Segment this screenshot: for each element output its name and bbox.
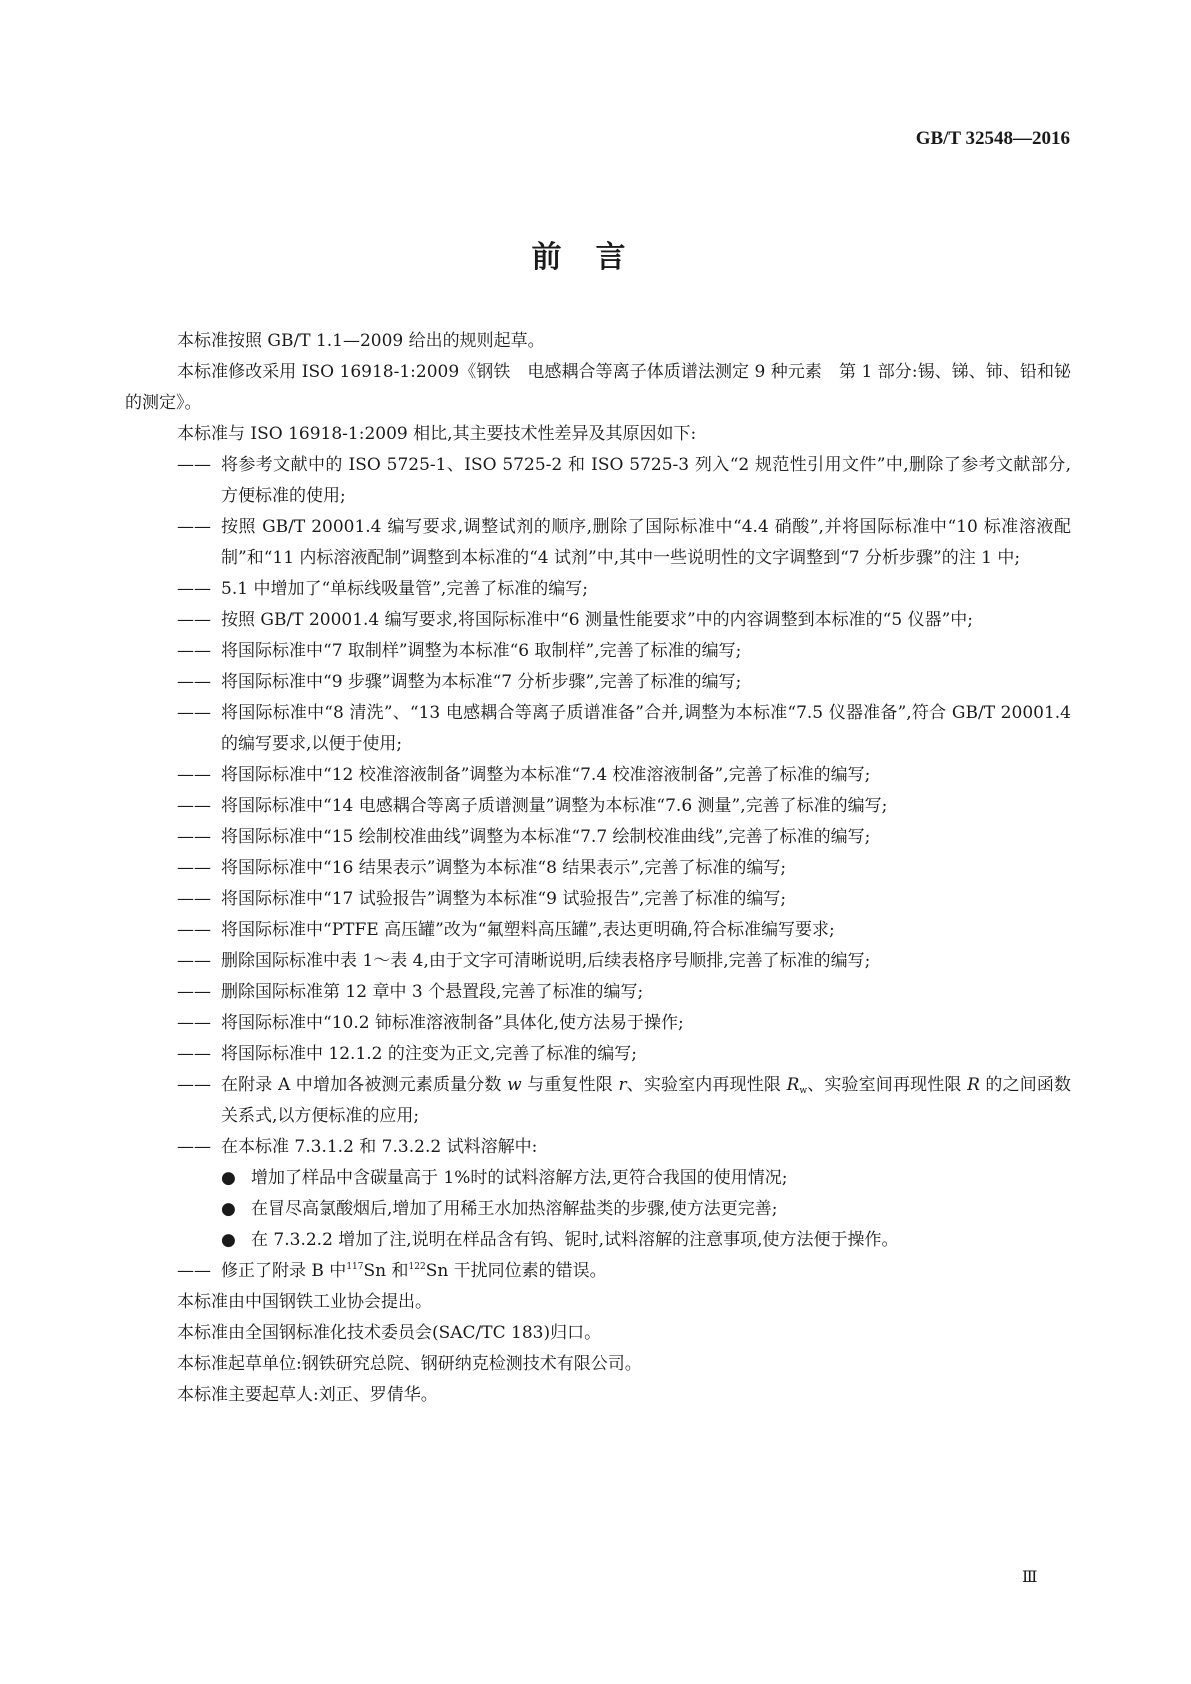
paragraph-administered-by: 本标准由全国钢标准化技术委员会(SAC/TC 183)归口。 xyxy=(177,1323,602,1343)
list-item xyxy=(125,450,1071,512)
list-item-text: 在本标准 7.3.1.2 和 7.3.2.2 试料溶解中: xyxy=(221,1137,538,1157)
list-item-text: 将国际标准中“16 结果表示”调整为本标准“8 结果表示”,完善了标准的编写; xyxy=(221,858,787,878)
list-item-text: 将国际标准中“17 试验报告”调整为本标准“9 试验报告”,完善了标准的编写; xyxy=(221,889,787,909)
list-item xyxy=(125,822,1071,853)
symbol-rw-subscript: w xyxy=(799,1086,808,1096)
text-run: 与重复性限 xyxy=(521,1075,619,1095)
paragraph-drafters: 本标准主要起草人:刘正、罗倩华。 xyxy=(177,1385,438,1405)
dash-mark: —— xyxy=(177,796,211,816)
symbol-r: r xyxy=(618,1075,627,1095)
list-item-text: 将国际标准中“9 步骤”调整为本标准“7 分析步骤”,完善了标准的编写; xyxy=(221,672,742,692)
dash-mark: —— xyxy=(177,982,211,1002)
list-item-text: 删除国际标准第 12 章中 3 个悬置段,完善了标准的编写; xyxy=(221,982,644,1002)
paragraph-drafting-units: 本标准起草单位:钢铁研究总院、钢研纳克检测技术有限公司。 xyxy=(177,1354,642,1374)
text-run: 、实验室间再现性限 xyxy=(807,1075,968,1095)
list-item xyxy=(125,884,1071,915)
list-item-text: 将国际标准中“10.2 铈标准溶液制备”具体化,使方法易于操作; xyxy=(221,1013,684,1033)
paragraph-proposed-by: 本标准由中国钢铁工业协会提出。 xyxy=(177,1292,432,1312)
list-item xyxy=(125,946,1071,977)
bullet-icon: ● xyxy=(221,1199,236,1219)
dash-mark: —— xyxy=(177,672,211,692)
list-item-text: 删除国际标准中表 1～表 4,由于文字可清晰说明,后续表格序号顺排,完善了标准的编写; xyxy=(221,951,871,971)
text-run: 的之间函数关系式,以方便标准的应用; xyxy=(221,1075,1072,1126)
bullet-icon: ● xyxy=(221,1168,236,1188)
list-item xyxy=(125,1132,1071,1163)
text-run: Sn 和 xyxy=(363,1261,409,1281)
paragraph-drafting-rules: 本标准按照 GB/T 1.1—2009 给出的规则起草。 xyxy=(177,331,545,351)
list-item-text: 将国际标准中“PTFE 高压罐”改为“氟塑料高压罐”,表达更明确,符合标准编写要求; xyxy=(221,920,835,940)
symbol-rw: R xyxy=(786,1075,800,1095)
list-item-text: 将国际标准中“14 电感耦合等离子质谱测量”调整为本标准“7.6 测量”,完善了标准的编写; xyxy=(221,796,888,816)
bullet-text: 增加了样品中含碳量高于 1%时的试料溶解方法,更符合我国的使用情况; xyxy=(251,1168,788,1188)
dash-mark: —— xyxy=(177,579,211,599)
dash-mark: —— xyxy=(177,889,211,909)
list-item xyxy=(125,1070,1071,1132)
list-item-text: 将国际标准中“8 清洗”、“13 电感耦合等离子质谱准备”合并,调整为本标准“7.5 仪器准备”,符合 GB/T 20001.4 的编写要求,以便于使用; xyxy=(221,703,1071,754)
list-item-text: 将国际标准中“15 绘制校准曲线”调整为本标准“7.7 绘制校准曲线”,完善了标准的编写; xyxy=(221,827,871,847)
paragraph-adoption: 本标准修改采用 ISO 16918-1:2009《钢铁 电感耦合等离子体质谱法测定 9 种元素 第 1 部分:锡、锑、铈、铅和铋的测定》。 xyxy=(125,362,1071,413)
list-item xyxy=(125,574,1071,605)
list-item xyxy=(125,1039,1071,1070)
list-item xyxy=(125,1256,1071,1287)
dash-mark: —— xyxy=(177,517,211,537)
symbol-w: w xyxy=(507,1075,522,1095)
bullet-text: 在 7.3.2.2 增加了注,说明在样品含有钨、铌时,试料溶解的注意事项,使方法便于操作。 xyxy=(251,1230,899,1250)
list-item xyxy=(125,1008,1071,1039)
text-run: 在附录 A 中增加各被测元素质量分数 xyxy=(221,1075,508,1095)
list-item xyxy=(125,698,1071,760)
bullet-item xyxy=(125,1163,1071,1194)
list-item xyxy=(125,605,1071,636)
page-number: Ⅲ xyxy=(1022,1569,1038,1586)
bullet-item xyxy=(125,1225,1071,1256)
list-item xyxy=(125,667,1071,698)
bullet-text: 在冒尽高氯酸烟后,增加了用稀王水加热溶解盐类的步骤,使方法更完善; xyxy=(251,1199,778,1219)
list-item-text xyxy=(221,1075,1071,1126)
symbol-r-capital: R xyxy=(967,1075,980,1095)
dash-mark: —— xyxy=(177,1261,211,1281)
list-item-text: 5.1 中增加了“单标线吸量管”,完善了标准的编写; xyxy=(221,579,588,599)
dash-mark: —— xyxy=(177,1013,211,1033)
dash-mark: —— xyxy=(177,920,211,940)
list-item xyxy=(125,791,1071,822)
list-item-text xyxy=(221,1261,607,1281)
list-item xyxy=(125,915,1071,946)
standard-number: GB/T 32548—2016 xyxy=(915,128,1070,149)
list-item xyxy=(125,760,1071,791)
paragraph-differences-intro: 本标准与 ISO 16918-1:2009 相比,其主要技术性差异及其原因如下: xyxy=(177,424,697,444)
dash-mark: —— xyxy=(177,1137,211,1157)
list-item xyxy=(125,512,1071,574)
dash-mark: —— xyxy=(177,610,211,630)
list-item-text: 按照 GB/T 20001.4 编写要求,将国际标准中“6 测量性能要求”中的内容调整到本标准的“5 仪器”中; xyxy=(221,610,973,630)
dash-mark: —— xyxy=(177,703,211,723)
page-title: 前言 xyxy=(531,240,660,275)
list-item xyxy=(125,853,1071,884)
isotope-superscript: 117 xyxy=(346,1262,364,1272)
dash-mark: —— xyxy=(177,641,211,661)
foreword-body xyxy=(125,326,1071,1411)
bullet-icon: ● xyxy=(221,1230,236,1250)
text-run: Sn 干扰同位素的错误。 xyxy=(425,1261,607,1281)
list-item-text: 将国际标准中“7 取制样”调整为本标准“6 取制样”,完善了标准的编写; xyxy=(221,641,742,661)
dash-mark: —— xyxy=(177,951,211,971)
text-run: 修正了附录 B 中 xyxy=(221,1261,347,1281)
list-item-text: 将国际标准中“12 校准溶液制备”调整为本标准“7.4 校准溶液制备”,完善了标准的编写; xyxy=(221,765,871,785)
list-item-text: 将国际标准中 12.1.2 的注变为正文,完善了标准的编写; xyxy=(221,1044,638,1064)
dash-mark: —— xyxy=(177,827,211,847)
list-item-text: 将参考文献中的 ISO 5725-1、ISO 5725-2 和 ISO 5725-3 列入“2 规范性引用文件”中,删除了参考文献部分,方便标准的使用; xyxy=(221,455,1071,506)
list-item xyxy=(125,977,1071,1008)
dash-mark: —— xyxy=(177,1044,211,1064)
bullet-item xyxy=(125,1194,1071,1225)
list-item xyxy=(125,636,1071,667)
text-run: 、实验室内再现性限 xyxy=(626,1075,787,1095)
dash-mark: —— xyxy=(177,858,211,878)
dash-mark: —— xyxy=(177,1075,211,1095)
dash-mark: —— xyxy=(177,455,211,475)
dash-mark: —— xyxy=(177,765,211,785)
isotope-superscript: 122 xyxy=(408,1262,426,1272)
list-item-text: 按照 GB/T 20001.4 编写要求,调整试剂的顺序,删除了国际标准中“4.4 硝酸”,并将国际标准中“10 标准溶液配制”和“11 内标溶液配制”调整到本标准的“4 试剂”中,其中一些说明性的文字调整到“7 分析步骤”的注 1 中; xyxy=(221,517,1071,568)
